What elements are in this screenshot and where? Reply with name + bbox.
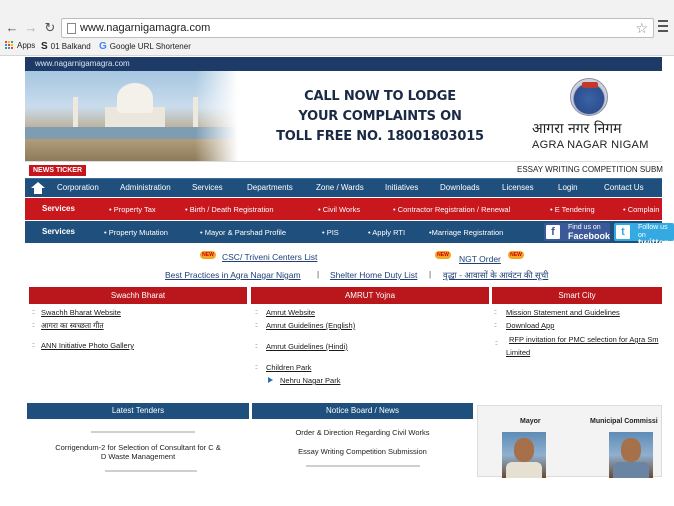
facebook-small-text: Find us on bbox=[568, 224, 601, 231]
link-separator: | bbox=[317, 270, 320, 279]
facebook-icon: f bbox=[546, 225, 560, 239]
back-arrow-icon[interactable]: ← bbox=[5, 20, 19, 35]
address-bar[interactable] bbox=[61, 18, 654, 38]
bookmark-balkand-label: 01 Balkand bbox=[50, 42, 91, 51]
notice-board-heading: Notice Board / News bbox=[252, 403, 473, 419]
bullet-icon: :: bbox=[255, 364, 257, 371]
bookmark-url-shortener[interactable] bbox=[99, 41, 191, 52]
officials-panel bbox=[477, 405, 662, 477]
nagar-nigam-emblem-icon bbox=[570, 78, 608, 116]
bullet-icon: :: bbox=[255, 322, 257, 329]
new-badge: NEW bbox=[200, 251, 216, 259]
site-domain: www.nagarnigamagra.com bbox=[35, 59, 130, 68]
bookmark-balkand[interactable] bbox=[41, 41, 91, 52]
service-birth-death-registration[interactable]: • Birth / Death Registration bbox=[185, 205, 274, 214]
link-separator: | bbox=[429, 270, 432, 279]
toll-free-message bbox=[245, 87, 515, 147]
bullet-icon: :: bbox=[255, 343, 257, 350]
services-title: Services bbox=[42, 204, 75, 213]
nav-corporation[interactable]: Corporation bbox=[57, 183, 99, 192]
amrut-yojna-heading: AMRUT Yojna bbox=[251, 287, 489, 304]
amrut-guidelines-hindi-link[interactable]: Amrut Guidelines (Hindi) bbox=[266, 342, 348, 351]
google-icon: G bbox=[99, 41, 107, 52]
agra-cleanliness-song-link[interactable]: आगरा का स्वच्छता गीत bbox=[41, 321, 104, 330]
notice-divider bbox=[306, 465, 420, 467]
org-name-hindi: आगरा नगर निगम bbox=[532, 121, 622, 137]
bookmark-apps-label: Apps bbox=[17, 41, 36, 50]
news-ticker bbox=[25, 161, 662, 178]
bullet-icon: :: bbox=[32, 322, 34, 329]
bookmark-site-icon: S bbox=[41, 41, 48, 52]
nav-administration[interactable]: Administration bbox=[120, 183, 171, 192]
amrut-website-link[interactable]: Amrut Website bbox=[266, 308, 316, 317]
twitter-icon: t bbox=[616, 225, 630, 239]
forward-arrow-icon[interactable]: → bbox=[24, 20, 38, 35]
service-property-mutation[interactable]: • Property Mutation bbox=[104, 228, 168, 237]
bookmark-apps[interactable] bbox=[5, 41, 35, 50]
main-navigation bbox=[25, 178, 662, 197]
address-bar-url[interactable]: www.nagarnigamagra.com bbox=[80, 22, 211, 34]
bookmarks-bar bbox=[0, 38, 674, 56]
nav-login[interactable]: Login bbox=[558, 183, 578, 192]
bullet-icon: :: bbox=[32, 342, 34, 349]
service-civil-works[interactable]: • Civil Works bbox=[318, 205, 361, 214]
link-old-age-home-allotment[interactable]: वृद्धा - आवासों के आवंटन की सूची bbox=[443, 270, 549, 280]
tender-item-line-1: Corrigendum-2 for Selection of Consultant for C & bbox=[55, 443, 221, 452]
link-best-practices[interactable]: Best Practices in Agra Nagar Nigam bbox=[165, 270, 301, 280]
service-complain[interactable]: • Complain bbox=[623, 205, 660, 214]
mission-statement-link[interactable]: Mission Statement and Guidelines bbox=[506, 308, 620, 317]
service-marriage-registration[interactable]: •Marriage Registration bbox=[429, 228, 504, 237]
notice-item-essay-competition[interactable]: Essay Writing Competition Submission bbox=[298, 447, 427, 456]
bookmark-url-shortener-label: Google URL Shortener bbox=[109, 42, 191, 51]
new-badge: NEW bbox=[435, 251, 451, 259]
twitter-small-text: Follow us on bbox=[638, 224, 668, 239]
notice-item-civil-works[interactable]: Order & Direction Regarding Civil Works bbox=[295, 428, 430, 437]
tender-item[interactable] bbox=[31, 443, 245, 461]
children-park-link[interactable]: Children Park bbox=[266, 363, 312, 372]
bullet-icon: :: bbox=[494, 309, 496, 316]
facebook-button[interactable] bbox=[544, 223, 610, 241]
bullet-icon: :: bbox=[495, 340, 497, 347]
latest-tenders-heading: Latest Tenders bbox=[27, 403, 249, 419]
org-name-english: AGRA NAGAR NIGAM bbox=[532, 139, 649, 151]
tenders-divider bbox=[105, 470, 197, 472]
nav-departments[interactable]: Departments bbox=[247, 183, 293, 192]
twitter-button[interactable] bbox=[614, 223, 674, 249]
download-app-link[interactable]: Download App bbox=[506, 321, 555, 330]
commissioner-title: Municipal Commissi bbox=[590, 418, 658, 425]
site-top-strip bbox=[25, 57, 662, 71]
nav-services[interactable]: Services bbox=[192, 183, 223, 192]
news-ticker-label: NEWS TICKER bbox=[29, 165, 86, 176]
links-row-1 bbox=[25, 250, 662, 264]
service-mayor-parshad-profile[interactable]: • Mayor & Parshad Profile bbox=[200, 228, 287, 237]
bullet-icon: :: bbox=[494, 322, 496, 329]
swachh-bharat-heading: Swachh Bharat bbox=[29, 287, 247, 304]
link-csc-triveni[interactable]: CSC/ Triveni Centers List bbox=[222, 252, 318, 262]
links-row-2 bbox=[25, 268, 662, 282]
rfp-invitation-link-continued[interactable]: Limited bbox=[506, 348, 531, 357]
tender-item-line-2: D Waste Management bbox=[100, 452, 176, 461]
arrow-right-icon bbox=[268, 377, 273, 383]
new-badge: NEW bbox=[508, 251, 524, 259]
taj-mahal-image bbox=[25, 71, 238, 161]
services-title-secondary: Services bbox=[42, 227, 75, 236]
nav-initiatives[interactable]: Initiatives bbox=[385, 183, 419, 192]
service-contractor-registration[interactable]: • Contractor Registration / Renewal bbox=[393, 205, 511, 214]
smart-city-heading: Smart City bbox=[492, 287, 662, 304]
facebook-big-text: Facebook bbox=[568, 231, 611, 241]
nav-downloads[interactable]: Downloads bbox=[440, 183, 480, 192]
site-banner bbox=[25, 71, 662, 161]
nav-zone-wards[interactable]: Zone / Wards bbox=[316, 183, 364, 192]
call-line-2: YOUR COMPLAINTS ON bbox=[298, 109, 462, 124]
ann-photo-gallery-link[interactable]: ANN Initiative Photo Gallery bbox=[41, 341, 134, 350]
service-apply-rti[interactable]: • Apply RTI bbox=[368, 228, 406, 237]
amrut-guidelines-english-link[interactable]: Amrut Guidelines (English) bbox=[266, 321, 356, 330]
nav-licenses[interactable]: Licenses bbox=[502, 183, 534, 192]
services-bar-primary bbox=[25, 198, 662, 220]
service-pis[interactable]: • PIS bbox=[322, 228, 339, 237]
nav-contact-us[interactable]: Contact Us bbox=[604, 183, 644, 192]
service-property-tax[interactable]: • Property Tax bbox=[109, 205, 156, 214]
apps-grid-icon bbox=[5, 41, 14, 50]
services-bar-secondary bbox=[25, 221, 668, 249]
page-icon bbox=[67, 23, 76, 34]
commissioner-photo[interactable] bbox=[609, 432, 653, 478]
swachh-bharat-website-link[interactable]: Swachh Bharat Website bbox=[41, 308, 121, 317]
link-ngt-order[interactable]: NGT Order bbox=[459, 254, 501, 264]
twitter-big-text: twitter bbox=[638, 238, 668, 249]
nehru-nagar-park-link[interactable]: Nehru Nagar Park bbox=[280, 376, 341, 385]
reload-icon[interactable]: ↻ bbox=[44, 20, 56, 35]
call-line-1: CALL NOW TO LODGE bbox=[304, 89, 456, 104]
mayor-title: Mayor bbox=[520, 418, 541, 425]
link-shelter-home[interactable]: Shelter Home Duty List bbox=[330, 270, 418, 280]
rfp-invitation-link[interactable]: RFP invitation for PMC selection for Agra Sm bbox=[509, 335, 659, 344]
call-line-3: TOLL FREE NO. 18001803015 bbox=[276, 129, 484, 144]
mayor-photo[interactable] bbox=[502, 432, 546, 478]
bullet-icon: :: bbox=[32, 309, 34, 316]
tenders-divider bbox=[91, 431, 195, 433]
web-page bbox=[25, 57, 668, 477]
browser-menu-icon[interactable] bbox=[658, 20, 668, 34]
home-icon[interactable] bbox=[31, 182, 45, 194]
news-ticker-text[interactable]: ESSAY WRITING COMPETITION SUBM bbox=[517, 165, 663, 174]
service-e-tendering[interactable]: • E Tendering bbox=[550, 205, 595, 214]
bookmark-star-icon[interactable]: ☆ bbox=[635, 20, 648, 36]
bullet-icon: :: bbox=[255, 309, 257, 316]
